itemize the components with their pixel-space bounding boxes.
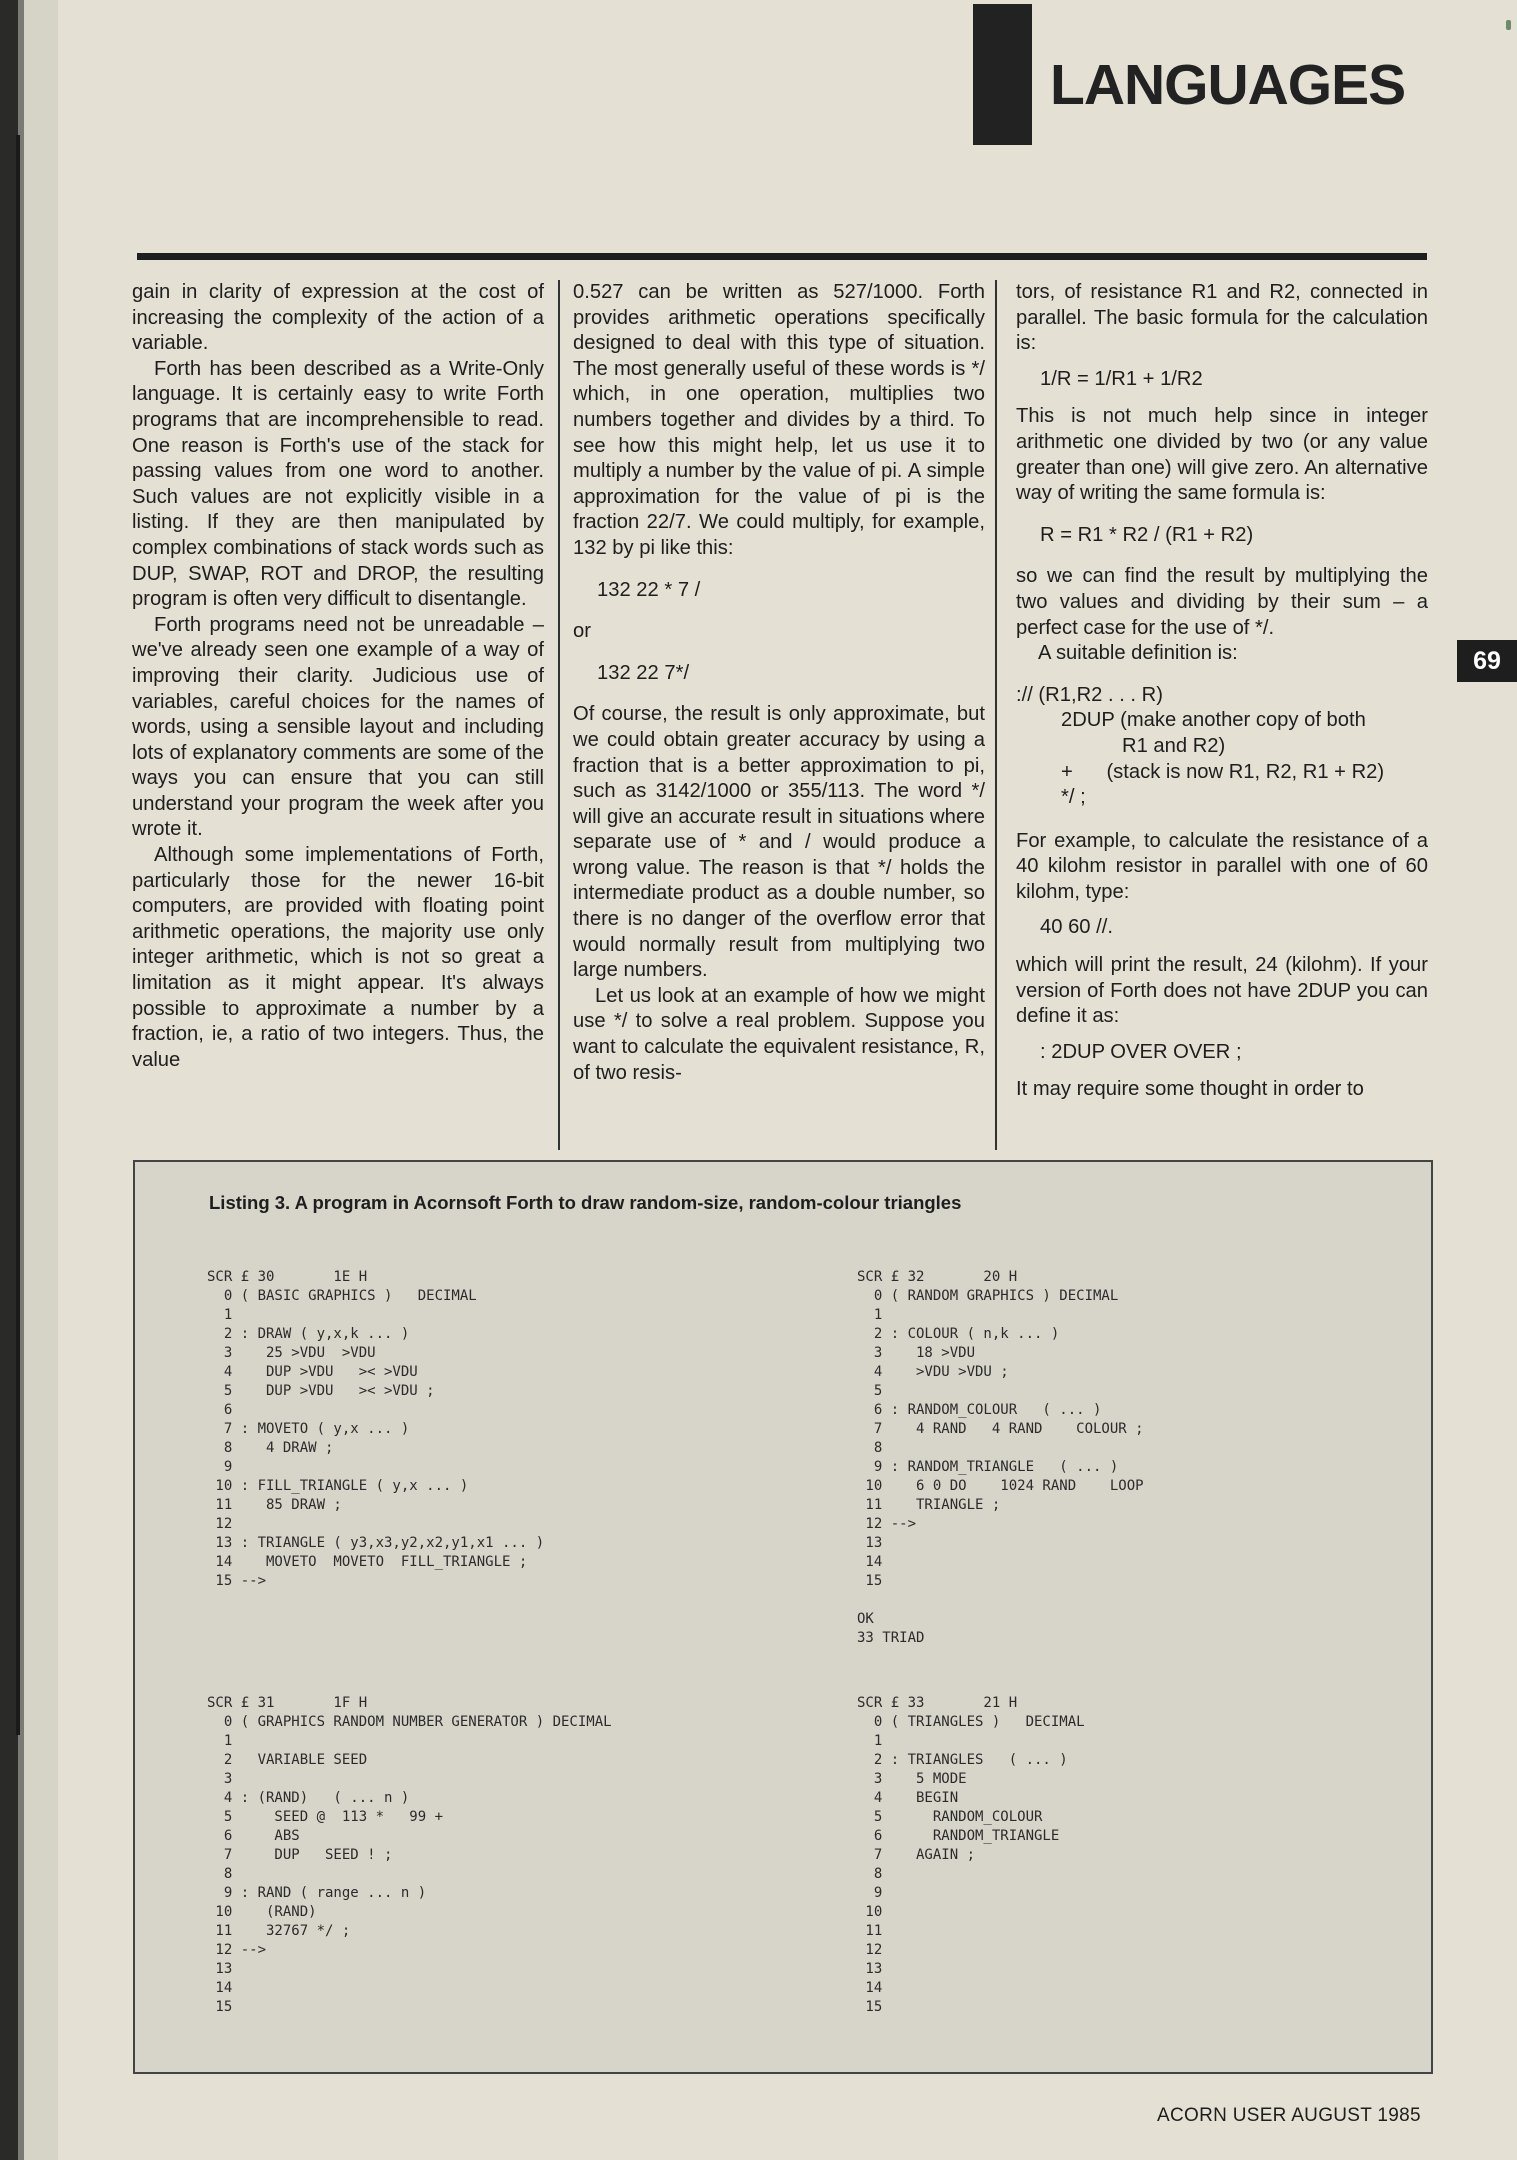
code-line: */ ; <box>1061 786 1086 809</box>
listing-line: 12 <box>857 1942 883 1958</box>
formula: R = R1 * R2 / (R1 + R2) <box>1040 523 1254 546</box>
page-number-tab: 69 <box>1457 640 1517 682</box>
listing-line: 4 BEGIN <box>857 1790 959 1806</box>
listing-line: SCR £ 31 1F H <box>207 1695 368 1711</box>
listing-line: 0 ( RANDOM GRAPHICS ) DECIMAL <box>857 1288 1119 1304</box>
listing-line: 6 <box>207 1402 233 1418</box>
listing-line: 11 TRIANGLE ; <box>857 1497 1001 1513</box>
paragraph: gain in clarity of expression at the cost of increasing the complexity of the action of a variable. <box>132 281 544 355</box>
listing-line: 0 ( TRIANGLES ) DECIMAL <box>857 1714 1085 1730</box>
listing-line: 8 <box>207 1866 233 1882</box>
listing-box <box>133 1160 1433 2074</box>
section-title: LANGUAGES <box>1050 53 1406 117</box>
forth-definition <box>1016 683 1428 811</box>
listing-line: 11 85 DRAW ; <box>207 1497 342 1513</box>
listing-line <box>857 1591 1144 1610</box>
listing-line: 5 SEED @ 113 * 99 + <box>207 1809 444 1825</box>
connector-text: or <box>573 620 591 643</box>
paragraph: It may require some thought in order to <box>1016 1078 1364 1101</box>
code-example: 40 60 //. <box>1040 916 1113 939</box>
listing-line: 5 DUP >VDU >< >VDU ; <box>207 1383 435 1399</box>
listing-line: 12 --> <box>207 1942 267 1958</box>
paragraph: so we can find the result by multiplying the two values and dividing by their sum – a perfect case for the use of */. <box>1016 565 1428 639</box>
paragraph: which will print the result, 24 (kilohm). If your version of Forth does not have 2DUP you can define it as: <box>1016 954 1428 1028</box>
paragraph: A suitable definition is: <box>1038 642 1238 665</box>
listing-line: 15 <box>857 1573 883 1589</box>
listing-line: 1 <box>857 1733 883 1749</box>
listing-line: SCR £ 30 1E H <box>207 1269 368 1285</box>
header-rule <box>137 253 1427 260</box>
listing-line: OK <box>857 1611 874 1627</box>
code-example: 132 22 * 7 / <box>597 578 701 601</box>
listing-line: 15 --> <box>207 1573 267 1589</box>
paragraph: Of course, the result is only approximate, but we could obtain greater accuracy by using a fraction that is a better approximation to pi, such as 3142/1000 or 355/113. The word */ will give an accurate result in situations where separate use of * and / would produce a wrong value. The reason is that */ holds the intermediate product as a double number, so there is no danger of the overflow error that would normally result from multiplying two large numbers. <box>573 703 985 982</box>
article-column-2 <box>573 280 985 1086</box>
code-example: : 2DUP OVER OVER ; <box>1040 1040 1242 1063</box>
listing-line: 2 : TRIANGLES ( ... ) <box>857 1752 1068 1768</box>
listing-line: 7 AGAIN ; <box>857 1847 976 1863</box>
listing-line: 10 6 0 DO 1024 RAND LOOP <box>857 1478 1144 1494</box>
listing-line: 10 <box>857 1904 883 1920</box>
code-example: 132 22 7*/ <box>597 661 690 684</box>
footer-publication: ACORN USER AUGUST 1985 <box>1157 2105 1421 2126</box>
forth-screen-30 <box>207 1268 544 1591</box>
listing-line: 6 RANDOM_TRIANGLE <box>857 1828 1060 1844</box>
forth-screen-31 <box>207 1694 612 2017</box>
article-column-1 <box>132 280 544 1073</box>
code-line: :// (R1,R2 . . . R) <box>1016 683 1163 706</box>
column-divider <box>558 280 560 1150</box>
listing-line: 11 32767 */ ; <box>207 1923 351 1939</box>
listing-line: 8 4 DRAW ; <box>207 1440 334 1456</box>
listing-line: 13 : TRIANGLE ( y3,x3,y2,x2,y1,x1 ... ) <box>207 1535 545 1551</box>
listing-line: 8 <box>857 1866 883 1882</box>
code-line: R1 and R2) <box>1122 734 1226 757</box>
listing-line: 11 <box>857 1923 883 1939</box>
listing-line: 6 : RANDOM_COLOUR ( ... ) <box>857 1402 1102 1418</box>
listing-line: 14 <box>857 1980 883 1996</box>
listing-line: 4 >VDU >VDU ; <box>857 1364 1009 1380</box>
listing-line: 2 VARIABLE SEED <box>207 1752 368 1768</box>
listing-line: 9 <box>857 1885 883 1901</box>
paragraph: For example, to calculate the resistance of a 40 kilohm resistor in parallel with one of 60 kilohm, type: <box>1016 829 1428 903</box>
listing-line: 13 <box>207 1961 233 1977</box>
listing-line: 2 : DRAW ( y,x,k ... ) <box>207 1326 410 1342</box>
listing-line: 12 <box>207 1516 233 1532</box>
listing-line: 6 ABS <box>207 1828 300 1844</box>
listing-line: 15 <box>207 1999 233 2015</box>
listing-line: 9 <box>207 1459 233 1475</box>
header-bar <box>973 4 1032 145</box>
listing-line: 9 : RAND ( range ... n ) <box>207 1885 427 1901</box>
listing-line: 7 : MOVETO ( y,x ... ) <box>207 1421 410 1437</box>
listing-line: 3 5 MODE <box>857 1771 967 1787</box>
binding-rule <box>0 135 20 1735</box>
paragraph: Let us look at an example of how we might use */ to solve a real problem. Suppose you want to calculate the equivalent resistance, R, of two resis- <box>573 984 985 1084</box>
article-column-3 <box>1016 280 1428 1103</box>
paragraph: This is not much help since in integer arithmetic one divided by two (or any value greater than one) will give zero. An alternative way of writing the same formula is: <box>1016 405 1428 505</box>
listing-line: 10 (RAND) <box>207 1904 317 1920</box>
paragraph: 0.527 can be written as 527/1000. Forth provides arithmetic operations specifically designed to deal with this type of situation. The most generally useful of these words is */ which, in one operation, multiplies two numbers together and divides by a third. To see how this might help, let us use it to multiply a number by the value of pi. A simple approximation for the value of pi is the fraction 22/7. We could multiply, for example, 132 by pi like this: <box>573 281 985 559</box>
paragraph: Forth has been described as a Write-Only language. It is certainly easy to write Forth programs that are incomprehensible to read. One reason is Forth's use of the stack for passing values from one word to another. Such values are not explicitly visible in a listing. If they are then manipulated by complex combinations of stack words such as DUP, SWAP, ROT and DROP, the resulting program is often very difficult to disentangle. <box>132 357 544 611</box>
listing-line: 8 <box>857 1440 883 1456</box>
listing-line: 12 --> <box>857 1516 917 1532</box>
listing-line: 10 : FILL_TRIANGLE ( y,x ... ) <box>207 1478 469 1494</box>
code-line: 2DUP (make another copy of both <box>1061 709 1366 732</box>
forth-screen-32 <box>857 1268 1144 1648</box>
paragraph: Although some implementations of Forth, particularly those for the newer 16-bit computers, are provided with floating point arithmetic operations, the majority use only integer arithmetic, which is not so great a limitation as it might appear. It's always possible to approximate a number by a fraction, ie, a ratio of two integers. Thus, the value <box>132 844 544 1071</box>
column-divider <box>995 280 997 1150</box>
listing-line: 7 DUP SEED ! ; <box>207 1847 393 1863</box>
listing-line: 7 4 RAND 4 RAND COLOUR ; <box>857 1421 1144 1437</box>
formula: 1/R = 1/R1 + 1/R2 <box>1040 367 1203 390</box>
listing-line: 14 <box>857 1554 883 1570</box>
listing-line: 4 : (RAND) ( ... n ) <box>207 1790 410 1806</box>
listing-line: 14 <box>207 1980 233 1996</box>
corner-mark <box>1506 20 1511 30</box>
listing-line: 13 <box>857 1535 883 1551</box>
listing-line: 0 ( GRAPHICS RANDOM NUMBER GENERATOR ) DECIMAL <box>207 1714 612 1730</box>
listing-line: 1 <box>857 1307 883 1323</box>
listing-caption: Listing 3. A program in Acornsoft Forth to draw random-size, random-colour triangles <box>209 1192 962 1213</box>
listing-line: 5 <box>857 1383 883 1399</box>
listing-line: 15 <box>857 1999 883 2015</box>
listing-line: 0 ( BASIC GRAPHICS ) DECIMAL <box>207 1288 477 1304</box>
listing-line: 1 <box>207 1733 233 1749</box>
listing-line: 14 MOVETO MOVETO FILL_TRIANGLE ; <box>207 1554 528 1570</box>
paragraph: Forth programs need not be unreadable – we've already seen one example of a way of improving their clarity. Judicious use of variables, careful choices for the names of words, using a sensible layout and including lots of explanatory comments are some of the ways you can ensure that you can still understand your program the week after you wrote it. <box>132 613 544 841</box>
listing-line: SCR £ 33 21 H <box>857 1695 1018 1711</box>
listing-line: SCR £ 32 20 H <box>857 1269 1018 1285</box>
listing-line: 3 18 >VDU <box>857 1345 976 1361</box>
listing-line: 1 <box>207 1307 233 1323</box>
listing-line: 2 : COLOUR ( n,k ... ) <box>857 1326 1060 1342</box>
listing-line: 3 <box>207 1771 233 1787</box>
listing-line: 3 25 >VDU >VDU <box>207 1345 376 1361</box>
listing-line: 9 : RANDOM_TRIANGLE ( ... ) <box>857 1459 1119 1475</box>
code-line: + (stack is now R1, R2, R1 + R2) <box>1061 760 1385 783</box>
listing-line: 33 TRIAD <box>857 1630 925 1646</box>
listing-line: 5 RANDOM_COLOUR <box>857 1809 1043 1825</box>
paragraph: tors, of resistance R1 and R2, connected in parallel. The basic formula for the calculation is: <box>1016 281 1428 355</box>
listing-line: 13 <box>857 1961 883 1977</box>
listing-line: 4 DUP >VDU >< >VDU <box>207 1364 418 1380</box>
forth-screen-33 <box>857 1694 1085 2017</box>
